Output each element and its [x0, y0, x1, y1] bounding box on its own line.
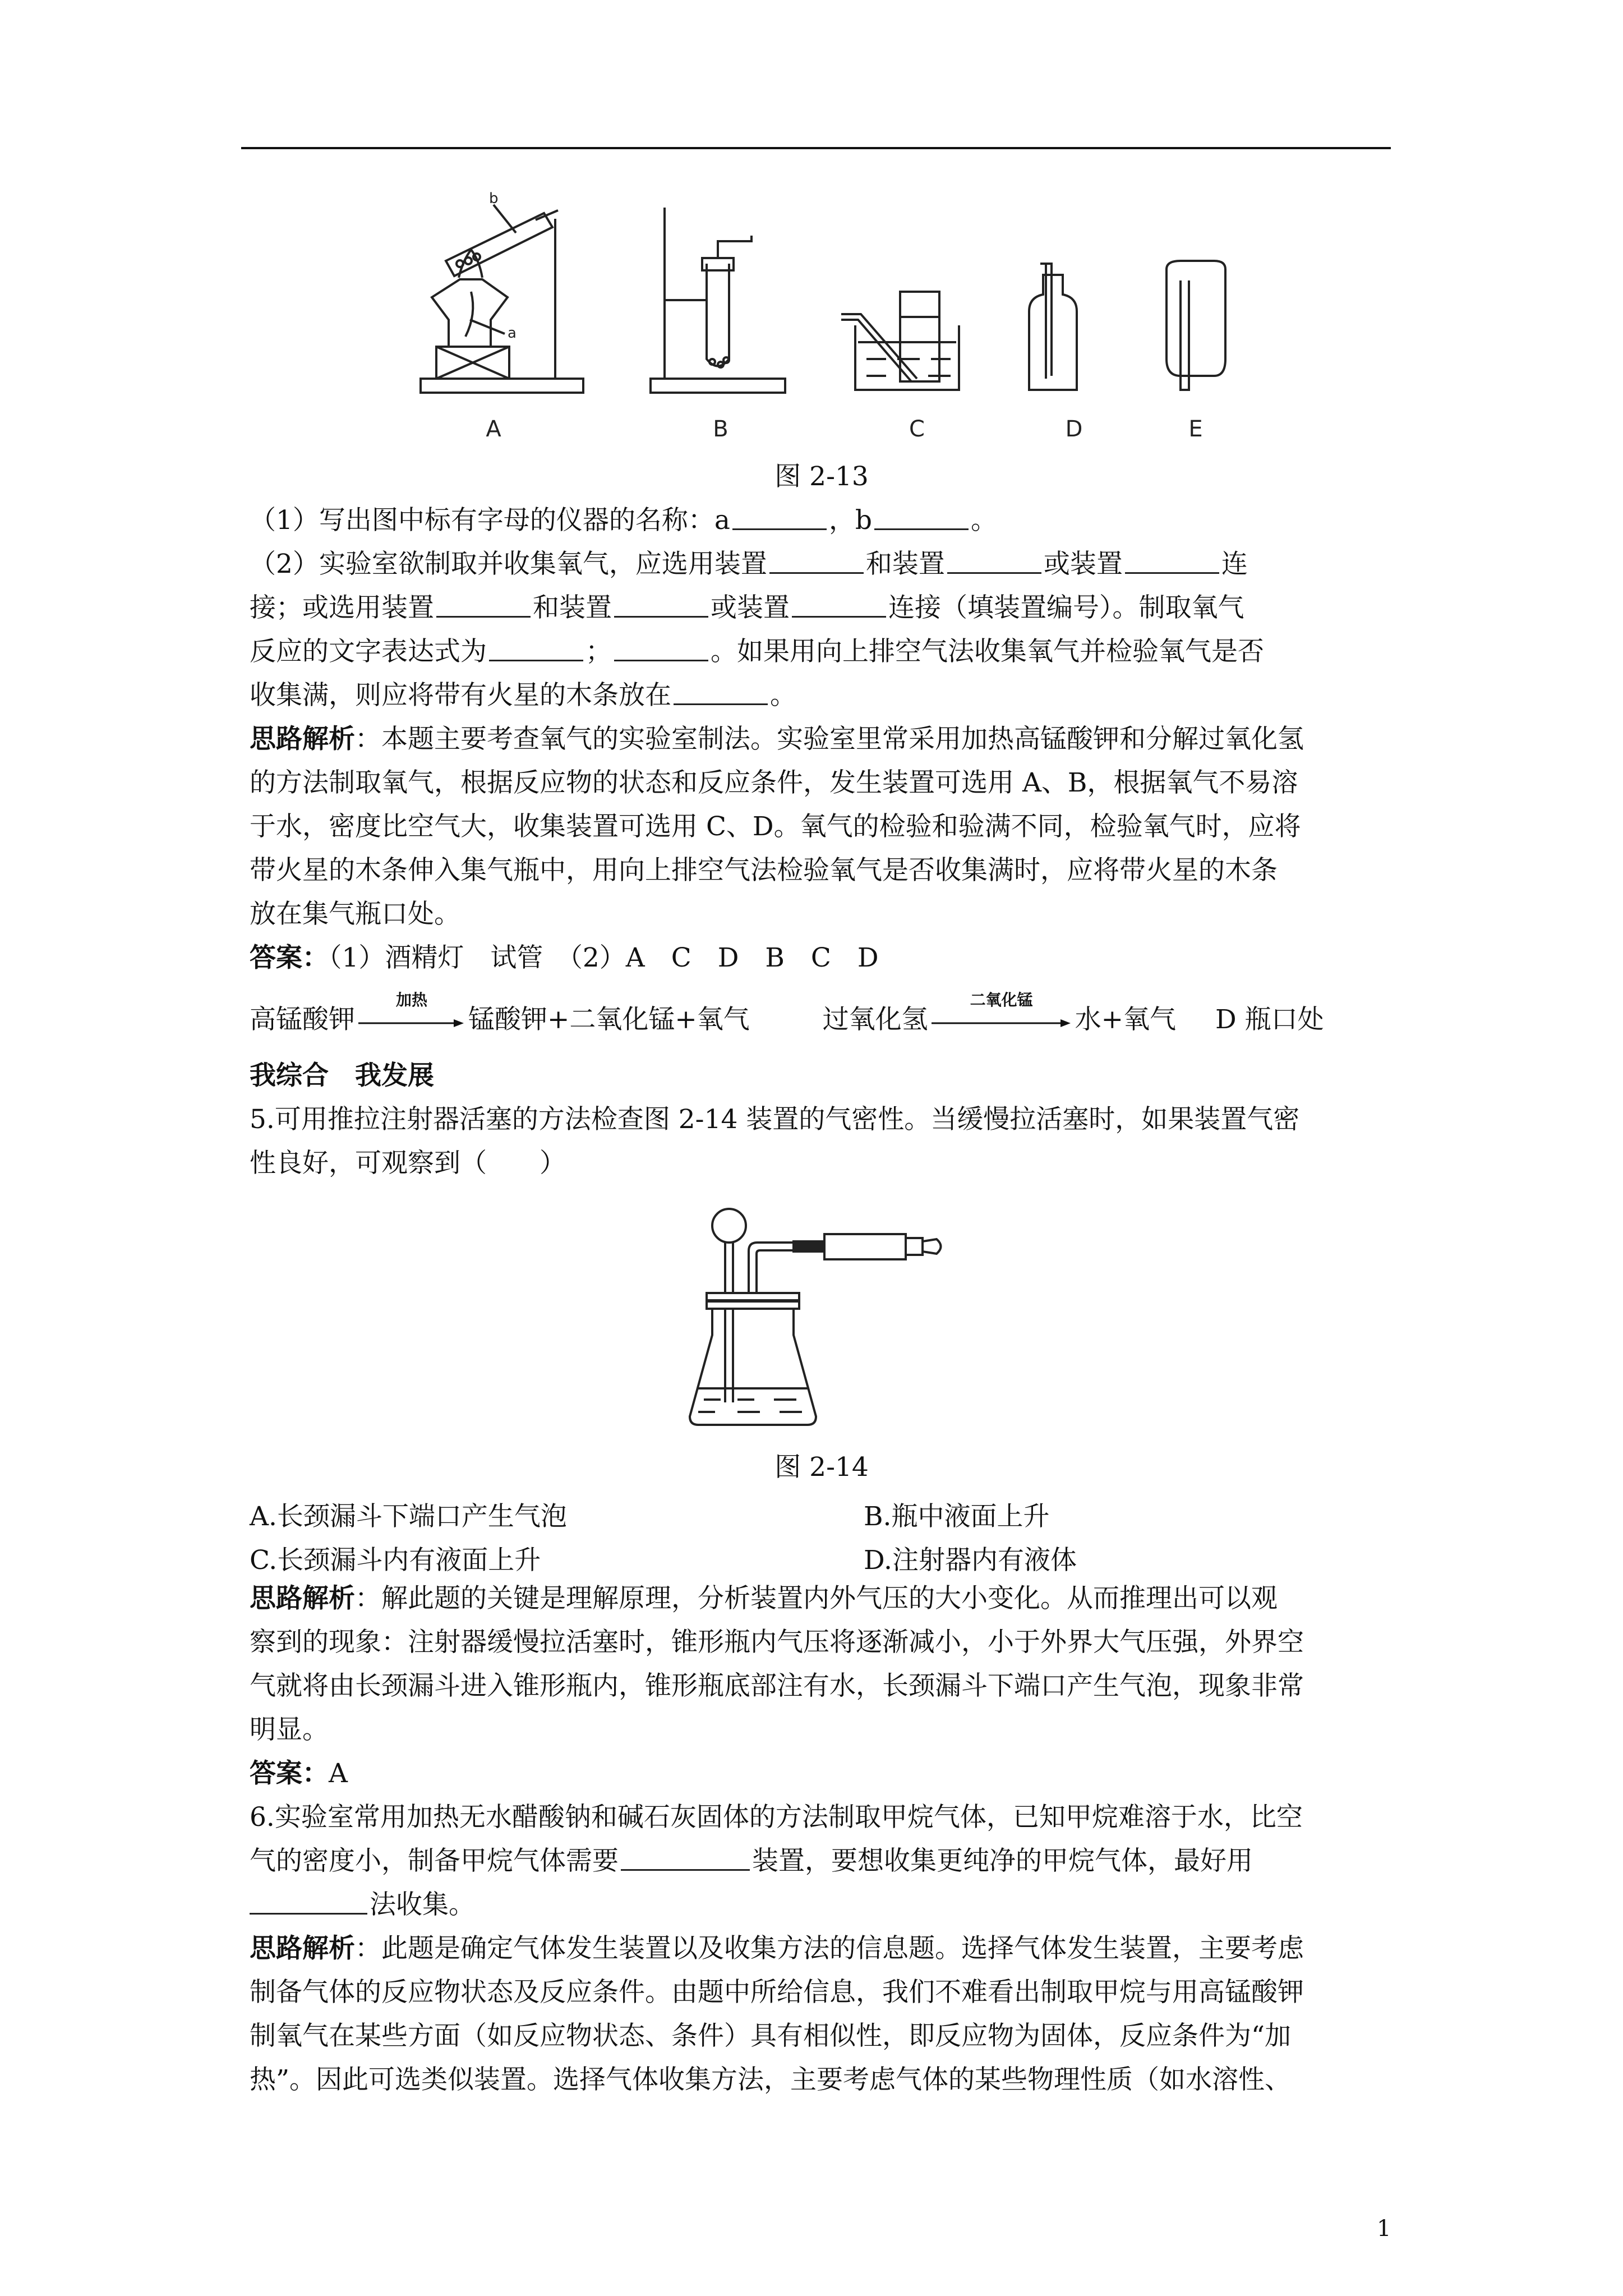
blank-b	[874, 508, 969, 530]
q4-analysis-l4: 带火星的木条伸入集气瓶中，用向上排空气法检验氧气是否收集满时，应将带火星的木条	[250, 855, 1278, 886]
text: 收集满，则应将带有火星的木条放在	[250, 680, 671, 711]
text: 和装置	[533, 592, 612, 623]
funnel-bulb	[712, 1209, 746, 1243]
eq1-products: 锰酸钾+二氧化锰+氧气	[468, 1004, 750, 1035]
blank	[1125, 552, 1219, 574]
eq1-condition: 加热	[395, 991, 427, 1009]
blank	[489, 639, 583, 661]
blank	[250, 1893, 367, 1915]
eq1-reactant: 高锰酸钾	[250, 1004, 355, 1035]
text: 装置，要想收集更纯净的甲烷气体，最好用	[752, 1846, 1253, 1876]
analysis-label: 思路解析	[250, 724, 355, 754]
blank	[947, 552, 1041, 574]
text: ：此题是确定气体发生装置以及收集方法的信息题。选择气体发生装置，主要考虑	[355, 1933, 1304, 1964]
q5-option-c: C.长颈漏斗内有液面上升	[250, 1545, 541, 1576]
text: 和装置	[865, 549, 945, 579]
blank	[614, 639, 708, 661]
label-a: a	[508, 325, 517, 342]
text: 气的密度小，制备甲烷气体需要	[250, 1846, 619, 1876]
apparatus-a	[421, 205, 583, 393]
q5-analysis-l1	[250, 1583, 1394, 1614]
q4-part2-l1	[250, 549, 1394, 580]
q4-part1	[250, 505, 1394, 536]
q4-part2-l3	[250, 636, 1394, 668]
header-rule	[241, 147, 1391, 149]
blank	[614, 596, 708, 618]
q4-answer	[250, 942, 1394, 974]
q4-analysis-l3: 于水，密度比空气大，收集装置可选用 C、D。氧气的检验和验满不同，检验氧气时，应将	[250, 811, 1301, 842]
text: A	[329, 1758, 348, 1789]
text: ：解此题的关键是理解原理，分析装置内外气压的大小变化。从而推理出可以观	[355, 1583, 1278, 1614]
q6-stem-l2	[250, 1846, 1394, 1877]
q6-stem-l1: 6.实验室常用加热无水醋酸钠和碱石灰固体的方法制取甲烷气体，已知甲烷难溶于水，比空	[250, 1802, 1303, 1833]
text: ：本题主要考查氧气的实验室制法。实验室里常采用加热高锰酸钾和分解过氧化氢	[355, 724, 1304, 754]
q5-answer	[250, 1758, 1394, 1789]
q5-option-b: B.瓶中液面上升	[864, 1501, 1050, 1532]
q6-analysis-l2: 制备气体的反应物状态及反应条件。由题中所给信息，我们不难看出制取甲烷与用高锰酸钾	[250, 1977, 1304, 2008]
text: 连接（填装置编号）。制取氧气	[888, 592, 1244, 623]
q5-stem-l2: 性良好，可观察到（ ）	[250, 1148, 566, 1179]
page-number: 1	[1377, 2216, 1391, 2242]
q6-analysis-l4: 热”。因此可选类似装置。选择气体收集方法，主要考虑气体的某些物理性质（如水溶性、	[250, 2064, 1292, 2095]
q4-analysis-l5: 放在集气瓶口处。	[250, 899, 460, 930]
blank	[621, 1849, 750, 1871]
q5-analysis-l2: 察到的现象：注射器缓慢拉活塞时，锥形瓶内气压将逐渐减小，小于外界大气压强，外界空	[250, 1627, 1304, 1658]
blank-a	[732, 508, 827, 530]
label-apparatus-a: A	[486, 416, 501, 442]
eq2-condition: 二氧化锰	[970, 991, 1033, 1009]
apparatus-b	[651, 208, 785, 393]
eq2-products: 水+氧气	[1075, 1004, 1177, 1035]
text: 或装置	[711, 592, 790, 623]
figure-2-13	[393, 190, 1262, 454]
text: 接；或选用装置	[250, 592, 434, 623]
blank	[674, 683, 768, 705]
eq-tail: D 瓶口处	[1215, 1004, 1324, 1035]
text: 。如果用向上排空气法收集氧气并检验氧气是否	[711, 636, 1264, 667]
blank	[436, 596, 531, 618]
q6-analysis-l1	[250, 1933, 1394, 1964]
q4-analysis-l1	[250, 724, 1394, 755]
q5-option-d: D.注射器内有液体	[864, 1545, 1077, 1576]
eq2-arrow	[932, 991, 1072, 1034]
apparatus-e	[1166, 261, 1225, 390]
analysis-label: 思路解析	[250, 1933, 355, 1964]
q4-equations	[250, 991, 1394, 1036]
q6-analysis-l3: 制氧气在某些方面（如反应物状态、条件）具有相似性，即反应物为固体，反应条件为“加	[250, 2021, 1292, 2051]
q4-part1-prefix: （1）写出图中标有字母的仪器的名称：a	[250, 505, 730, 536]
eq2-reactant: 过氧化氢	[822, 1004, 928, 1035]
q4-part1-mid: ，b	[828, 505, 873, 536]
text: 反应的文字表达式为	[250, 636, 487, 667]
q5-option-a: A.长颈漏斗下端口产生气泡	[250, 1501, 567, 1532]
q5-analysis-l4: 明显。	[250, 1714, 329, 1745]
q4-part2-l4	[250, 680, 1394, 711]
blank	[769, 552, 864, 574]
figure-2-13-caption: 图 2-13	[774, 461, 869, 492]
answer-label: 答案：	[250, 1758, 329, 1789]
analysis-label: 思路解析	[250, 1583, 355, 1614]
text: 连	[1221, 549, 1248, 579]
label-apparatus-c: C	[909, 416, 925, 442]
label-apparatus-b: B	[713, 416, 728, 442]
label-b: b	[489, 190, 499, 207]
q4-part1-end: 。	[971, 505, 998, 536]
apparatus-d	[1029, 264, 1077, 390]
q4-analysis-l2: 的方法制取氧气，根据反应物的状态和反应条件，发生装置可选用 A、B，根据氧气不易溶	[250, 767, 1298, 798]
text: （2）实验室欲制取并收集氧气，应选用装置	[250, 549, 767, 579]
text: 法收集。	[370, 1889, 475, 1920]
label-apparatus-d: D	[1065, 416, 1083, 442]
label-apparatus-e: E	[1188, 416, 1203, 442]
figure-2-14-caption: 图 2-14	[774, 1452, 869, 1483]
answer-label: 答案：	[250, 942, 329, 973]
q6-stem-l3	[250, 1889, 1394, 1921]
eq1-arrow	[358, 991, 465, 1034]
q4-part2-l2	[250, 592, 1394, 624]
q5-analysis-l3: 气就将由长颈漏斗进入锥形瓶内，锥形瓶底部注有水，长颈漏斗下端口产生气泡，现象非常	[250, 1671, 1304, 1701]
text: 或装置	[1043, 549, 1123, 579]
blank	[792, 596, 886, 618]
apparatus-c	[841, 292, 959, 390]
section-title: 我综合 我发展	[250, 1060, 434, 1091]
q5-stem-l1: 5.可用推拉注射器活塞的方法检查图 2-14 装置的气密性。当缓慢拉活塞时，如果装置气密	[250, 1104, 1300, 1135]
text: 。	[770, 680, 796, 711]
text: ；	[585, 636, 612, 667]
text: （1）酒精灯 试管 （2）A C D B C D	[329, 942, 879, 973]
figure-2-14	[681, 1203, 956, 1439]
